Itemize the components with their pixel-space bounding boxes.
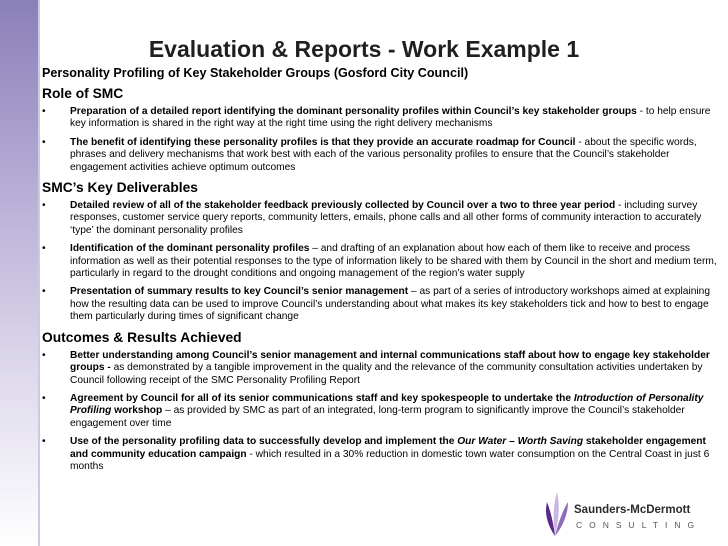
deliverable-item-text: – as part of a series of introductory workshops aimed at explaining how the resulting data can be used to improve Council’s understanding about what makes its key stakeholders tick and how to best to engage them particularly during times of significant change [70,286,710,323]
outcome-item [42,393,718,430]
deliverable-item [42,286,718,323]
outcome-item-text: – as provided by SMC as part of an integrated, long-term program to significantly improve the Council’s stakeholder engagement over time [70,405,685,429]
outcome-item-text: - which resulted in a 30% reduction in domestic town water consumption on the Central Coast in just 6 months [70,448,710,472]
bullet: • [42,349,46,361]
logo-name: Saunders-McDermott [574,504,691,516]
slide-title: Evaluation & Reports - Work Example 1 [148,36,580,62]
outcome-item-lead-italic: Introduction of Personality Profiling [70,392,704,417]
bullet: • [42,136,46,148]
role-item [42,137,718,174]
logo-subtitle: CONSULTING [576,520,702,530]
logo-leaf-dark [546,502,555,536]
deliverable-item-text: – and drafting of an explanation about how each of them like to receive and process information as well as their potential responses to the type of information likely to be shared with them by Council in the short and medium term, particularly in regard to the drought conditions and ongoing management of the region’s water supply [70,243,717,280]
deliverable-item-text: - including survey responses, customer service query reports, community letters, emails, phone calls and all other forms of community interaction to accurately ‘type’ the dominant personality profiles [70,200,702,236]
outcome-item-lead: Agreement by Council for all of its senior communications staff and key spokespeople to undertake the [70,392,574,404]
outcome-item-lead-end: workshop [111,405,163,417]
role-item-text: - to help ensure key information is shared in the right way at the right time using the right delivery mechanisms [70,106,711,130]
role-item-lead: Preparation of a detailed report identifying the dominant personality profiles within Council’s key stakeholder groups [70,106,637,117]
deliverable-item [42,200,718,237]
deliverable-item-lead: Detailed review of all of the stakeholder feedback previously collected by Council over a two to three year period [70,200,616,212]
deliverable-item-lead: Presentation of summary results to key Council’s senior management [70,286,409,298]
bullet: • [42,106,46,117]
left-accent-bar [0,0,38,546]
outcome-item-text: as demonstrated by a tangible improvement in the quality and the relevance of the community consultation activities undertaken by Council following receipt of the SMC Personality Profiling Report [70,362,703,386]
outcomes-heading: Outcomes & Results Achieved [42,329,242,345]
outcome-item [42,436,718,473]
left-accent-line [38,0,40,546]
slide-content [42,66,718,479]
role-item-lead: The benefit of identifying these personality profiles is that they provide an accurate roadmap for Council [70,136,576,148]
outcome-item-lead-end: stakeholder engagement and community education campaign [70,436,706,460]
logo-leaf-icon [538,488,572,538]
role-heading: Role of SMC [42,86,124,101]
role-item-text: - about the specific words, phrases and delivery mechanisms that work best with each of the various personality profiles to ensure that the Council’s stakeholder engagement activities achieve optimum outcomes [70,136,697,173]
outcome-item-lead: Better understanding among Council’s senior management and internal communications staff about how to engage key stakeholder groups - [70,349,710,374]
bullet: • [42,200,46,212]
role-item [42,106,718,131]
deliverable-item [42,243,718,280]
bullet: • [42,286,46,298]
bullet: • [42,436,46,448]
outcome-item [42,350,718,387]
outcome-item-lead-italic: Our Water – Worth Saving [457,436,584,448]
deliverable-item-lead: Identification of the dominant personality profiles [70,243,310,255]
slide-subtitle: Personality Profiling of Key Stakeholder Groups (Gosford City Council) [42,66,469,80]
bullet: • [42,243,46,255]
company-logo [538,488,728,538]
deliverables-heading: SMC’s Key Deliverables [42,180,198,196]
bullet: • [42,392,46,404]
outcome-item-lead: Use of the personality profiling data to successfully develop and implement the [70,436,458,448]
